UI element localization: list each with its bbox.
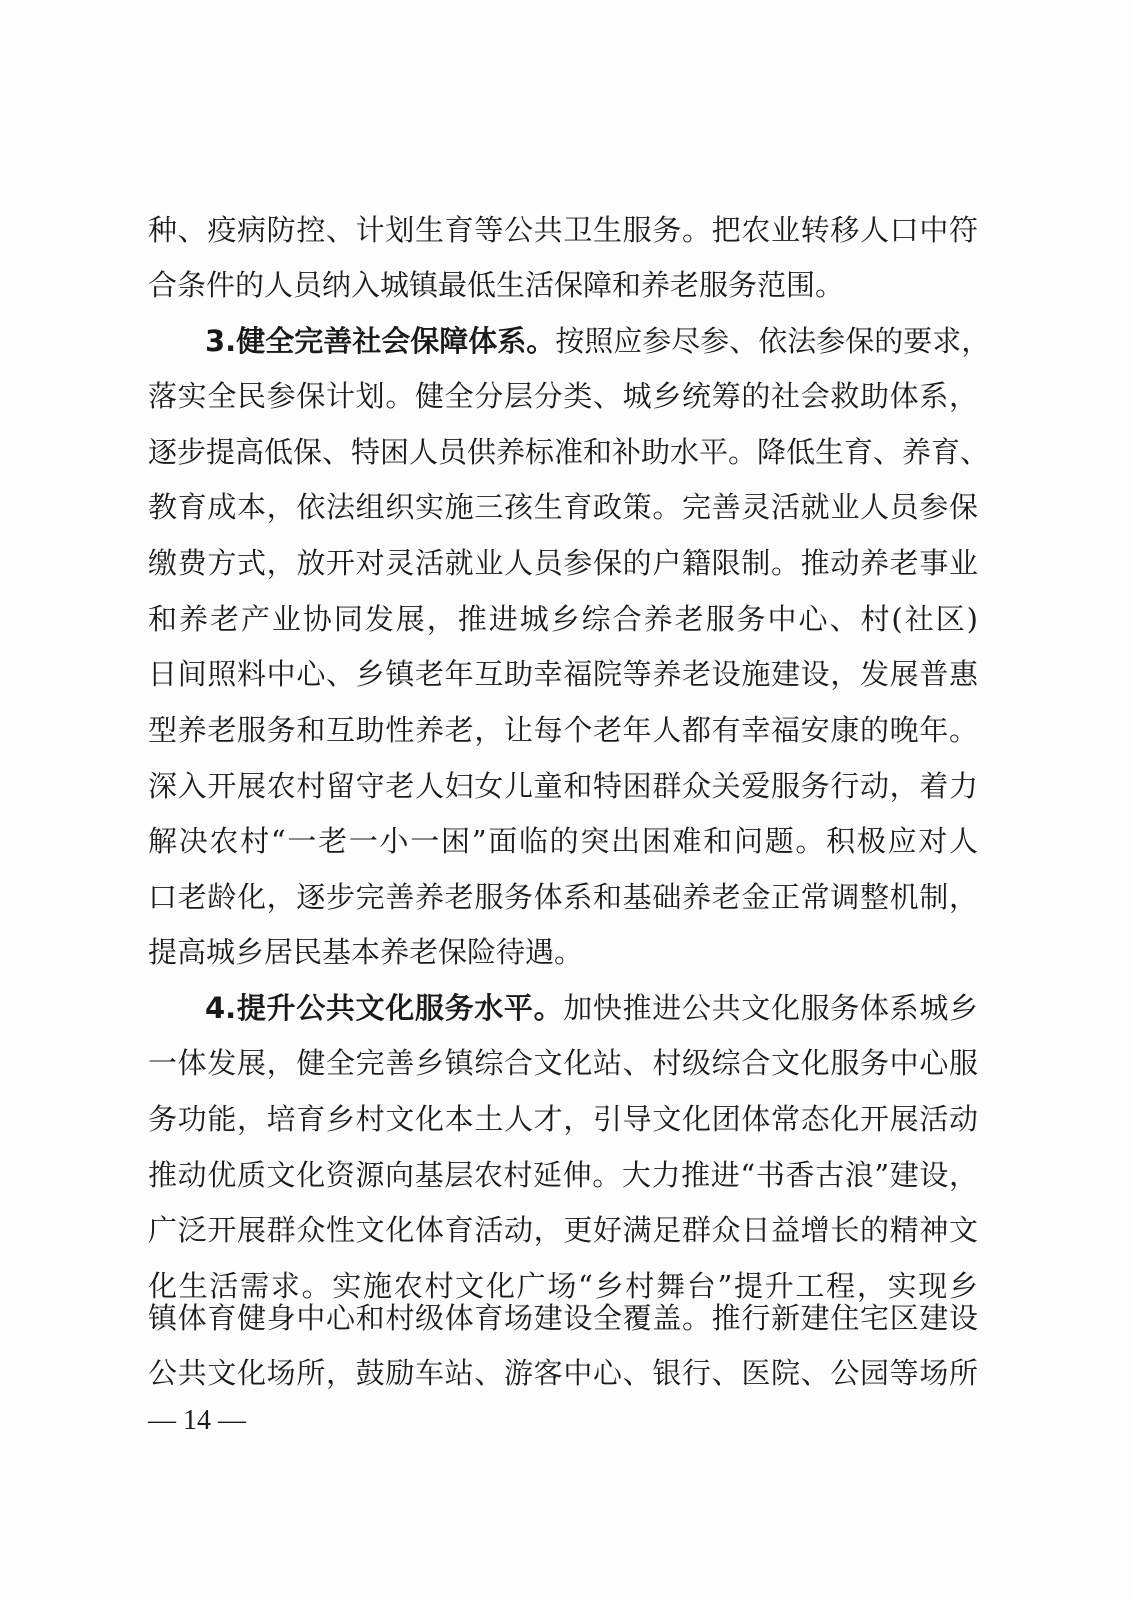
text-line: 务功能，培育乡村文化本土人才，引导文化团体常态化开展活动 [148,1102,978,1136]
text-line: 日间照料中心、乡镇老年互助幸福院等养老设施建设，发展普惠 [148,657,978,691]
text-line: 镇体育健身中心和村级体育场建设全覆盖。推行新建住宅区建设 [148,1301,978,1335]
text-line: 公共文化场所，鼓励车站、游客中心、银行、医院、公园等场所 [148,1356,978,1390]
text-line: 和养老产业协同发展，推进城乡综合养老服务中心、村(社区) [148,602,978,636]
section-3-heading: 3.健全完善社会保障体系。 [205,324,556,358]
text-line: 推动优质文化资源向基层农村延伸。大力推进“书香古浪”建设， [148,1158,978,1192]
text-line: 化生活需求。实施农村文化广场“乡村舞台”提升工程，实现乡 [148,1269,978,1303]
section-4-heading: 4.提升公共文化服务水平。 [205,991,564,1025]
text-line: 广泛开展群众性文化体育活动，更好满足群众日益增长的精神文 [148,1213,978,1247]
text-line: 一体发展，健全完善乡镇综合文化站、村级综合文化服务中心服 [148,1046,978,1080]
section-3-first-line [205,321,991,361]
page-number: — 14 — [148,1405,246,1436]
text-line: 教育成本，依法组织实施三孩生育政策。完善灵活就业人员参保 [148,490,978,524]
section-4-first-line [205,988,978,1028]
text-line: 深入开展农村留守老人妇女儿童和特困群众关爱服务行动，着力 [148,769,978,803]
text-line: 口老龄化，逐步完善养老服务体系和基础养老金正常调整机制， [148,880,978,914]
section-4-lead: 加快推进公共文化服务体系城乡 [563,991,978,1025]
section-3-lead: 按照应参尽参、依法参保的要求， [555,324,991,358]
text-line: 逐步提高低保、特困人员供养标准和补助水平。降低生育、养育、 [148,435,990,469]
text-line: 缴费方式，放开对灵活就业人员参保的户籍限制。推动养老事业 [148,546,978,580]
text-line: 合条件的人员纳入城镇最低生活保障和养老服务范围。 [148,268,845,302]
text-line: 落实全民参保计划。健全分层分类、城乡统筹的社会救助体系， [148,379,978,413]
text-line: 解决农村“一老一小一困”面临的突出困难和问题。积极应对人 [148,824,978,858]
text-line: 型养老服务和互助性养老，让每个老年人都有幸福安康的晚年。 [148,713,978,747]
text-line: 种、疫病防控、计划生育等公共卫生服务。把农业转移人口中符 [148,213,978,247]
text-line: 提高城乡居民基本养老保险待遇。 [148,935,584,969]
